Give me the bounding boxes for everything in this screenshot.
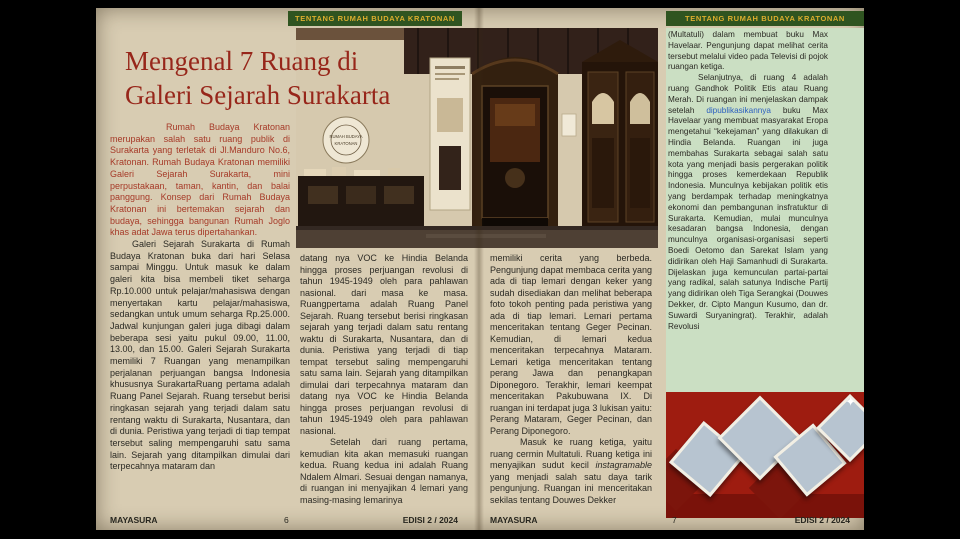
body-paragraph: Setelah dari ruang pertama, kemudian kita akan memasuki ruangan kedua. Ruang kedua ini adalah Ruang Ndalem Almari. Sesuai dengan namanya, di ruangan ini menyajikan 4 lemari yang masing-masing lemarinya <box>300 437 468 505</box>
article-title-line2: Galeri Sejarah Surakarta <box>125 80 391 110</box>
body-paragraph: datang nya VOC ke Hindia Belanda hingga proses perjuangan revolusi di tahun 1945-1949 oleh para pahlawan nasional. dari masa ke masa. Ruangpertama adalah Ruang Panel Sejarah. Ruang tersebut berisi ringkasan sejarah yang terjadi dalam satu rentang waktu di Surakarta, Nusantara, dan di dunia. Peristiwa yang terjadi di tiap tempat tersebut saling mempengaruhi satu sama lain. Sejarah yang ditampilkan dimulai dari terpecahnya mataram dan datang nya VOC ke Hindia Belanda hingga proses perjuangan revolusi di tahun 1945-1949 oleh para pahlawan nasional. <box>300 253 468 436</box>
article-title-line1: Mengenal 7 Ruang di <box>125 46 359 76</box>
red-collage-panel <box>666 392 864 518</box>
left-column-1 <box>110 122 290 520</box>
magazine-spread <box>96 8 864 530</box>
left-page-header-bar <box>288 11 462 26</box>
paragraph-text: Selanjutnya, di ruang 4 adalah ruang Gandhok Politik Etis atau Ruang Merah. Di ruangan ini menjelaskan dampak setelah <box>668 73 828 115</box>
carved-cabinet-center <box>472 57 558 228</box>
left-column-2 <box>300 253 468 519</box>
highlighted-word: dipublikasikannya <box>706 105 771 115</box>
right-column-1 <box>490 253 652 519</box>
paragraph-text: Masuk ke ruang ketiga, yaitu ruang cermin Multatuli. Ruang ketiga ini menyajikan sudut kecil <box>490 437 652 470</box>
museum-logo <box>323 117 369 163</box>
sparkle-icon: ✦ <box>845 394 856 409</box>
carved-cabinet-right <box>582 40 658 232</box>
paragraph-text: yang menjadi salah satu daya tarik pengunjung. Ruangan ini menceritakan sekilas tentang Douwes Dekker <box>490 471 652 505</box>
museum-logo-text-1: RUMAH BUDAYA <box>329 134 363 139</box>
right-footer-page-number: 7 <box>672 515 677 525</box>
left-header-title: TENTANG RUMAH BUDAYA KRATONAN <box>295 14 455 23</box>
wall-placard <box>562 114 576 136</box>
left-footer-magazine: MAYASURA <box>110 515 158 525</box>
paragraph-text: buku Max Havelaar yang membuat masyarakat Eropa mengetahui “kekejaman” yang dilakukan di Hindia Belanda. Ruangan ini juga membahas Surakarta sebagai salah satu kota yang menjadi basis pergerakan politik hingga proses kemerdekaan Republik Indonesia. Munculnya kebijakan politik etis yang berdampak terhadap meningkatnya ekonomi dan pembangunan insfratuktur di Surakarta. Kemudian, mulai munculnya kesadaran bangsa Indonesia, dengan munculnya organisasi-organisasi seperti Boedi Oetomo dan Sarekat Islam yang didirikan oleh Haji Samanhudi di Surakarta. Dijelaskan juga kemunculan partai-partai yang radikal, salah satunya Indische Partij yang didirikan oleh Tiga Serangkai (Douwes Dekker, dr. Cipto Mangun Kusumo, dan dr. Suwardi Suryaningrat). Terakhir, adalah Revolusi <box>668 105 828 331</box>
left-footer-page-number: 6 <box>284 515 289 525</box>
italic-word: instagramable <box>595 460 652 470</box>
info-panel <box>430 58 470 210</box>
body-paragraph <box>668 73 828 332</box>
body-paragraph: (Multatuli) dalam membuat buku Max Havelaar. Pengunjung dapat melihat cerita tersebut melalui video pada Televisi di pojok ruangan ketiga. <box>668 30 828 72</box>
right-column-2 <box>668 30 828 398</box>
right-header-title: TENTANG RUMAH BUDAYA KRATONAN <box>685 14 845 23</box>
right-page-header-bar <box>666 11 864 26</box>
photo-floor <box>296 226 658 248</box>
body-paragraph <box>490 437 652 506</box>
article-title <box>125 44 390 112</box>
museum-logo-text-2: KRATONAN <box>334 141 358 146</box>
body-paragraph: memiliki cerita yang berbeda. Pengunjung dapat membaca cerita yang ada di tiap lemari dengan keker yang sudah disediakan dan melihat beberapa foto tokoh penting pada peristiwa yang ada di tiap lemari. Lemari pertama menceritakan tentang Geger Pecinan. Kemudian, di lemari kedua menceritakan terpecahnya Mataram. Lemari ketiga menceritakan tentang perang Jawa dan penangkapan Diponegoro. Terakhir, lemari keempat menceritakan Pakubuwana IX. Di ruangan ini terdapat juga 3 lukisan yaitu: Perang Mataram, Geger Pecinan, dan Perang Diponegoro. <box>490 253 652 436</box>
body-paragraph: Galeri Sejarah Surakarta di Rumah Budaya Kratonan buka dari hari Selasa sampai Minggu. Untuk masuk ke dalam galeri kita bisa membeli tiket seharga Rp.10.000 untuk pelajar/mahasiswa dengan menyertakan kartu pelajar/mahasiswa, sedangkan untuk umum seharga Rp.25.000. Jadwal kunjungan galeri juga dibagi dalam beberapa sesi yaitu pukul 09.00, 11.00, 13.00, dan 15.00. Galeri Sejarah Surakarta memiliki 7 Ruangan yang menampilkan perjalanan perjuangan bangsa Indonesia khususnya SurakartaRuang pertama adalah Ruang Panel Sejarah. Ruang tersebut berisi ringkasan sejarah yang terjadi dalam satu rentang waktu di Surakarta, Nusantara, dan di dunia. Peristiwa yang terjadi di tiap tempat tersebut saling mempengaruhi satu sama lain. Sejarah yang ditampilkan dimulai dari terpecahnya mataram dan <box>110 239 290 472</box>
right-footer-edition: EDISI 2 / 2024 <box>794 515 850 525</box>
intro-paragraph: Rumah Budaya Kratonan merupakan salah satu ruang publik di Surakarta yang terletak di Jl.Manduro No.6, Kratonan. Rumah Budaya Kratonan memiliki Galeri Sejarah Surakarta, mini perpustakaan, taman, kantin, dan balai panggung. Konsep dari Rumah Budaya Kratonan ini bertemakan sejarah dan budaya, sehingga bangunan Rumah Joglo khas adat Jawa terus dipertahankan. <box>110 122 290 238</box>
left-footer-edition: EDISI 2 / 2024 <box>402 515 458 525</box>
right-footer-magazine: MAYASURA <box>490 515 538 525</box>
